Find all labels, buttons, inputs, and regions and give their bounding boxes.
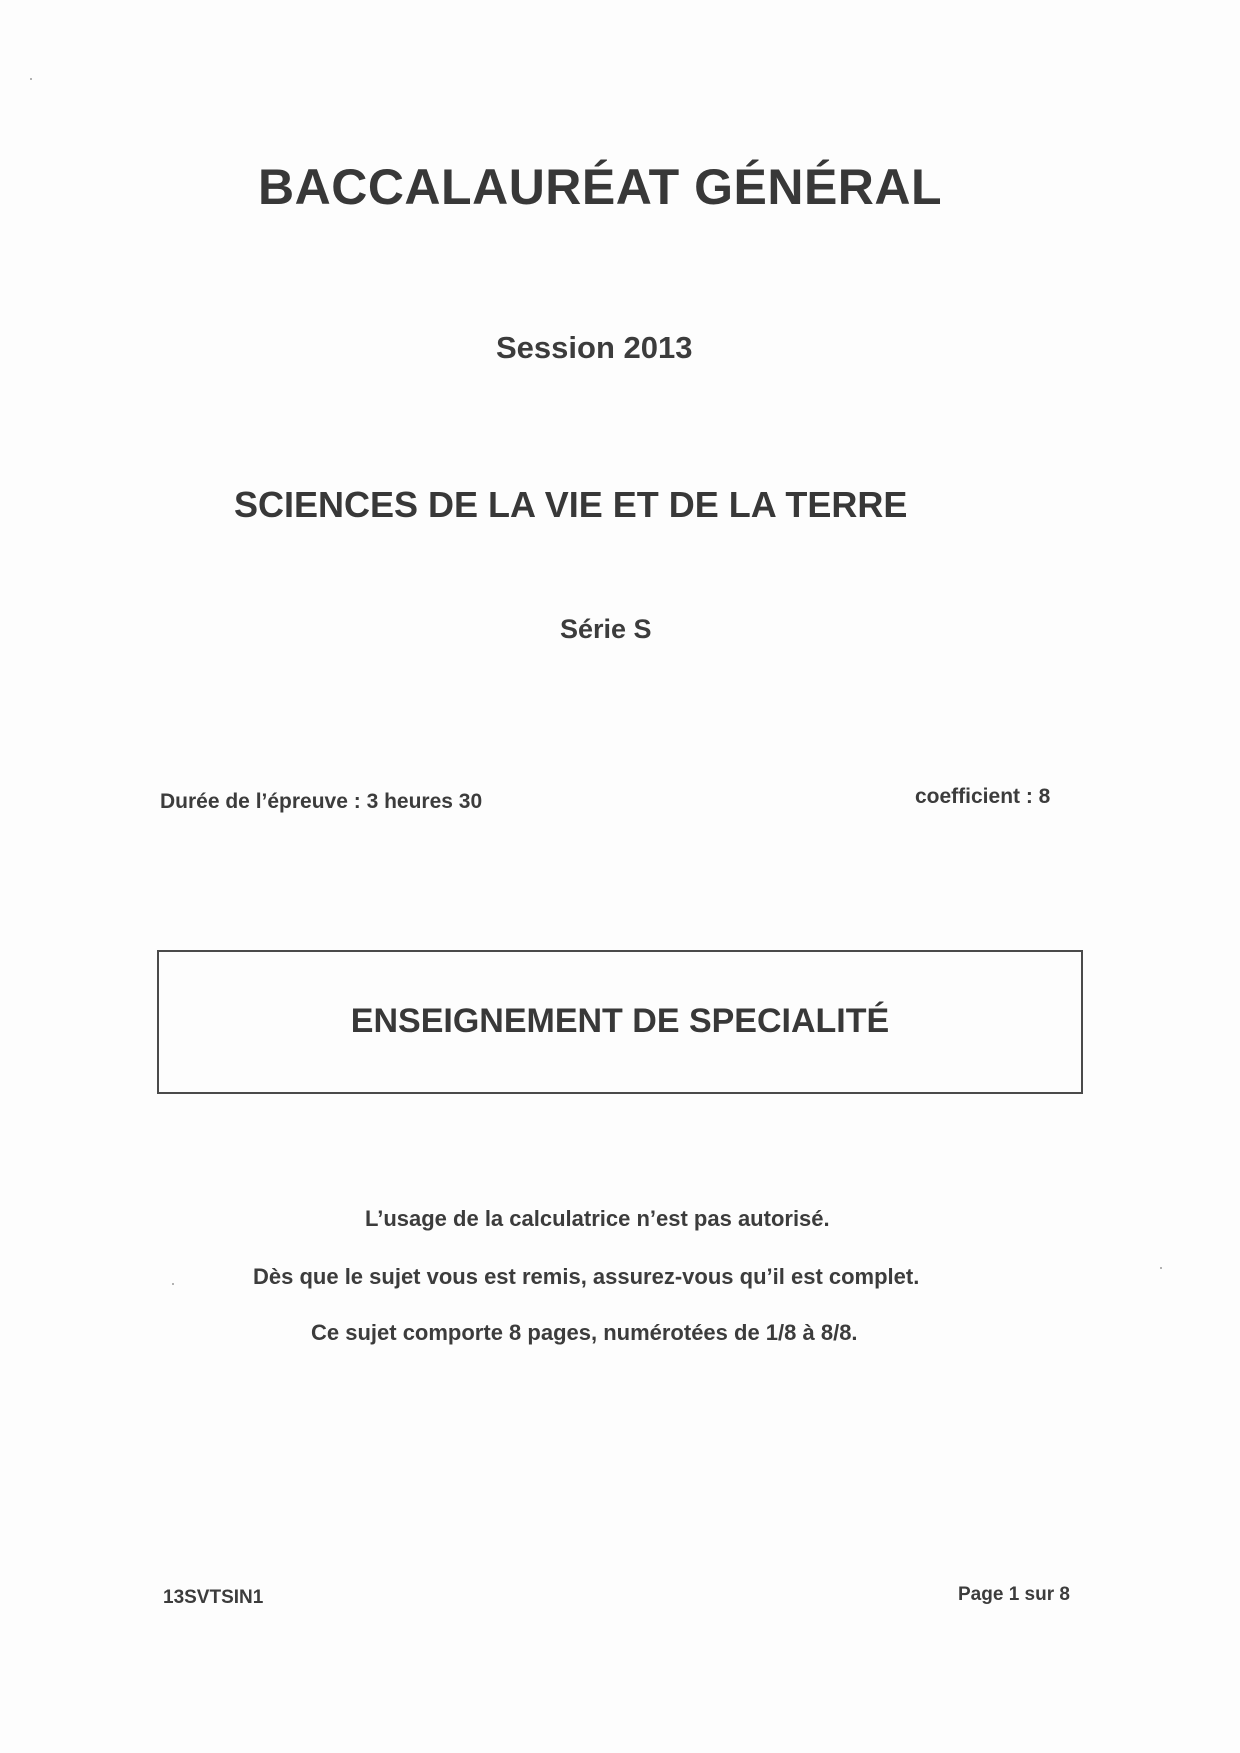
instruction-page-count: Ce sujet comporte 8 pages, numérotées de 1/8 à 8/8. (311, 1320, 858, 1345)
session-year: Session 2013 (496, 330, 693, 365)
exam-duration: Durée de l’épreuve : 3 heures 30 (160, 790, 483, 813)
main-title: BACCALAURÉAT GÉNÉRAL (258, 159, 943, 215)
exam-coefficient: coefficient : 8 (915, 785, 1051, 808)
scan-speck (30, 78, 32, 80)
specialty-box (157, 950, 1083, 1094)
specialty-title: ENSEIGNEMENT DE SPECIALITÉ (350, 1002, 890, 1040)
instruction-check-complete: Dès que le sujet vous est remis, assurez-vous qu’il est complet. (253, 1264, 920, 1289)
scan-speck (1160, 1267, 1162, 1269)
instruction-calculator: L’usage de la calculatrice n’est pas autorisé. (365, 1206, 830, 1231)
subject-title: SCIENCES DE LA VIE ET DE LA TERRE (234, 484, 908, 525)
subject-code: 13SVTSIN1 (163, 1587, 264, 1608)
scan-speck (172, 1283, 174, 1285)
serie-label: Série S (560, 614, 652, 644)
page-number: Page 1 sur 8 (958, 1584, 1070, 1605)
